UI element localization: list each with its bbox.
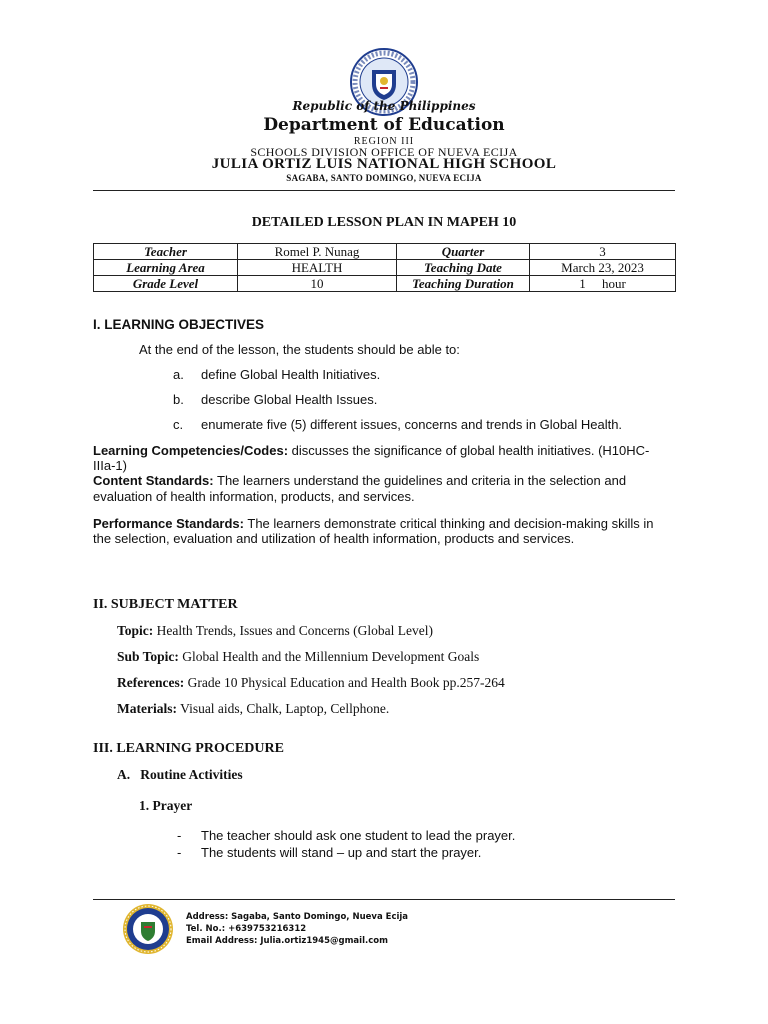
references-value: Grade 10 Physical Education and Health Book pp.257-264 bbox=[187, 675, 505, 690]
teaching-duration-label: Teaching Duration bbox=[397, 276, 530, 292]
lesson-info-table bbox=[93, 243, 676, 292]
learning-area-label: Learning Area bbox=[94, 260, 238, 276]
objectives-heading: I. LEARNING OBJECTIVES bbox=[93, 317, 265, 332]
materials-label: Materials: bbox=[117, 701, 177, 716]
subtopic-line bbox=[117, 649, 479, 665]
division-line: SCHOOLS DIVISION OFFICE OF NUEVA ECIJA bbox=[250, 145, 518, 159]
materials-line bbox=[117, 701, 389, 717]
objective-marker: a. bbox=[173, 367, 184, 382]
footer-email: Email Address: Julia.ortiz1945@gmail.com bbox=[186, 936, 388, 946]
prayer-heading: 1. Prayer bbox=[139, 798, 193, 813]
learning-area-value: HEALTH bbox=[238, 260, 397, 276]
teaching-duration-value: 1 hour bbox=[530, 276, 676, 292]
references-label: References: bbox=[117, 675, 185, 690]
learning-competencies bbox=[93, 443, 693, 458]
competencies-text-cont: IIIa-1) bbox=[93, 458, 127, 473]
footer-divider bbox=[93, 899, 675, 900]
content-standards-text: The learners understand the guidelines and criteria in the selection and bbox=[217, 473, 627, 488]
objective-item: describe Global Health Issues. bbox=[201, 392, 378, 407]
references-line bbox=[117, 675, 505, 691]
objective-marker: b. bbox=[173, 392, 184, 407]
school-name: JULIA ORTIZ LUIS NATIONAL HIGH SCHOOL bbox=[211, 156, 557, 172]
content-standards-text-cont: evaluation of health information, products, and services. bbox=[93, 489, 415, 504]
grade-level-label: Grade Level bbox=[94, 276, 238, 292]
footer-telephone: Tel. No.: +639753216312 bbox=[186, 924, 307, 934]
objective-item: define Global Health Initiatives. bbox=[201, 367, 381, 382]
teacher-value: Romel P. Nunag bbox=[238, 244, 397, 260]
topic-line bbox=[117, 623, 433, 639]
performance-standards bbox=[93, 516, 713, 531]
quarter-label: Quarter bbox=[397, 244, 530, 260]
routine-activities-heading: A. Routine Activities bbox=[117, 767, 243, 782]
footer-address: Address: Sagaba, Santo Domingo, Nueva Ecija bbox=[186, 912, 409, 922]
performance-standards-text: The learners demonstrate critical thinking and decision-making skills in bbox=[247, 516, 654, 531]
objective-marker: c. bbox=[173, 417, 184, 432]
materials-value: Visual aids, Chalk, Laptop, Cellphone. bbox=[180, 701, 390, 716]
republic-line: Republic of the Philippines bbox=[292, 99, 476, 113]
list-bullet: - bbox=[177, 845, 182, 860]
objective-item: enumerate five (5) different issues, concerns and trends in Global Health. bbox=[201, 417, 623, 432]
content-standards bbox=[93, 473, 693, 488]
competencies-label: Learning Competencies/Codes: bbox=[93, 443, 289, 458]
topic-label: Topic: bbox=[117, 623, 154, 638]
table-row bbox=[94, 260, 676, 276]
table-row bbox=[94, 244, 676, 260]
competencies-text: discusses the significance of global health initiatives. (H10HC- bbox=[291, 443, 650, 458]
school-seal-logo bbox=[122, 903, 174, 955]
objectives-intro: At the end of the lesson, the students should be able to: bbox=[139, 342, 460, 357]
table-row bbox=[94, 276, 676, 292]
quarter-value: 3 bbox=[530, 244, 676, 260]
teaching-date-label: Teaching Date bbox=[397, 260, 530, 276]
subtopic-value: Global Health and the Millennium Development Goals bbox=[182, 649, 480, 664]
header-divider bbox=[93, 190, 675, 191]
region-line: REGION III bbox=[353, 136, 415, 147]
performance-standards-text-cont: the selection, evaluation and utilization of health information, products and services. bbox=[93, 531, 575, 546]
subject-matter-heading: II. SUBJECT MATTER bbox=[93, 597, 238, 612]
performance-standards-label: Performance Standards: bbox=[93, 516, 244, 531]
teacher-label: Teacher bbox=[94, 244, 238, 260]
list-item: The students will stand – up and start the prayer. bbox=[201, 845, 482, 860]
content-standards-label: Content Standards: bbox=[93, 473, 214, 488]
grade-level-value: 10 bbox=[238, 276, 397, 292]
document-title: DETAILED LESSON PLAN IN MAPEH 10 bbox=[251, 215, 517, 230]
list-item: The teacher should ask one student to lead the prayer. bbox=[201, 828, 516, 843]
subtopic-label: Sub Topic: bbox=[117, 649, 179, 664]
department-name: Department of Education bbox=[263, 115, 505, 135]
procedure-heading: III. LEARNING PROCEDURE bbox=[93, 741, 284, 756]
school-address: SAGABA, SANTO DOMINGO, NUEVA ECIJA bbox=[286, 173, 482, 183]
topic-value: Health Trends, Issues and Concerns (Global Level) bbox=[156, 623, 433, 638]
teaching-date-value: March 23, 2023 bbox=[530, 260, 676, 276]
list-bullet: - bbox=[177, 828, 182, 843]
